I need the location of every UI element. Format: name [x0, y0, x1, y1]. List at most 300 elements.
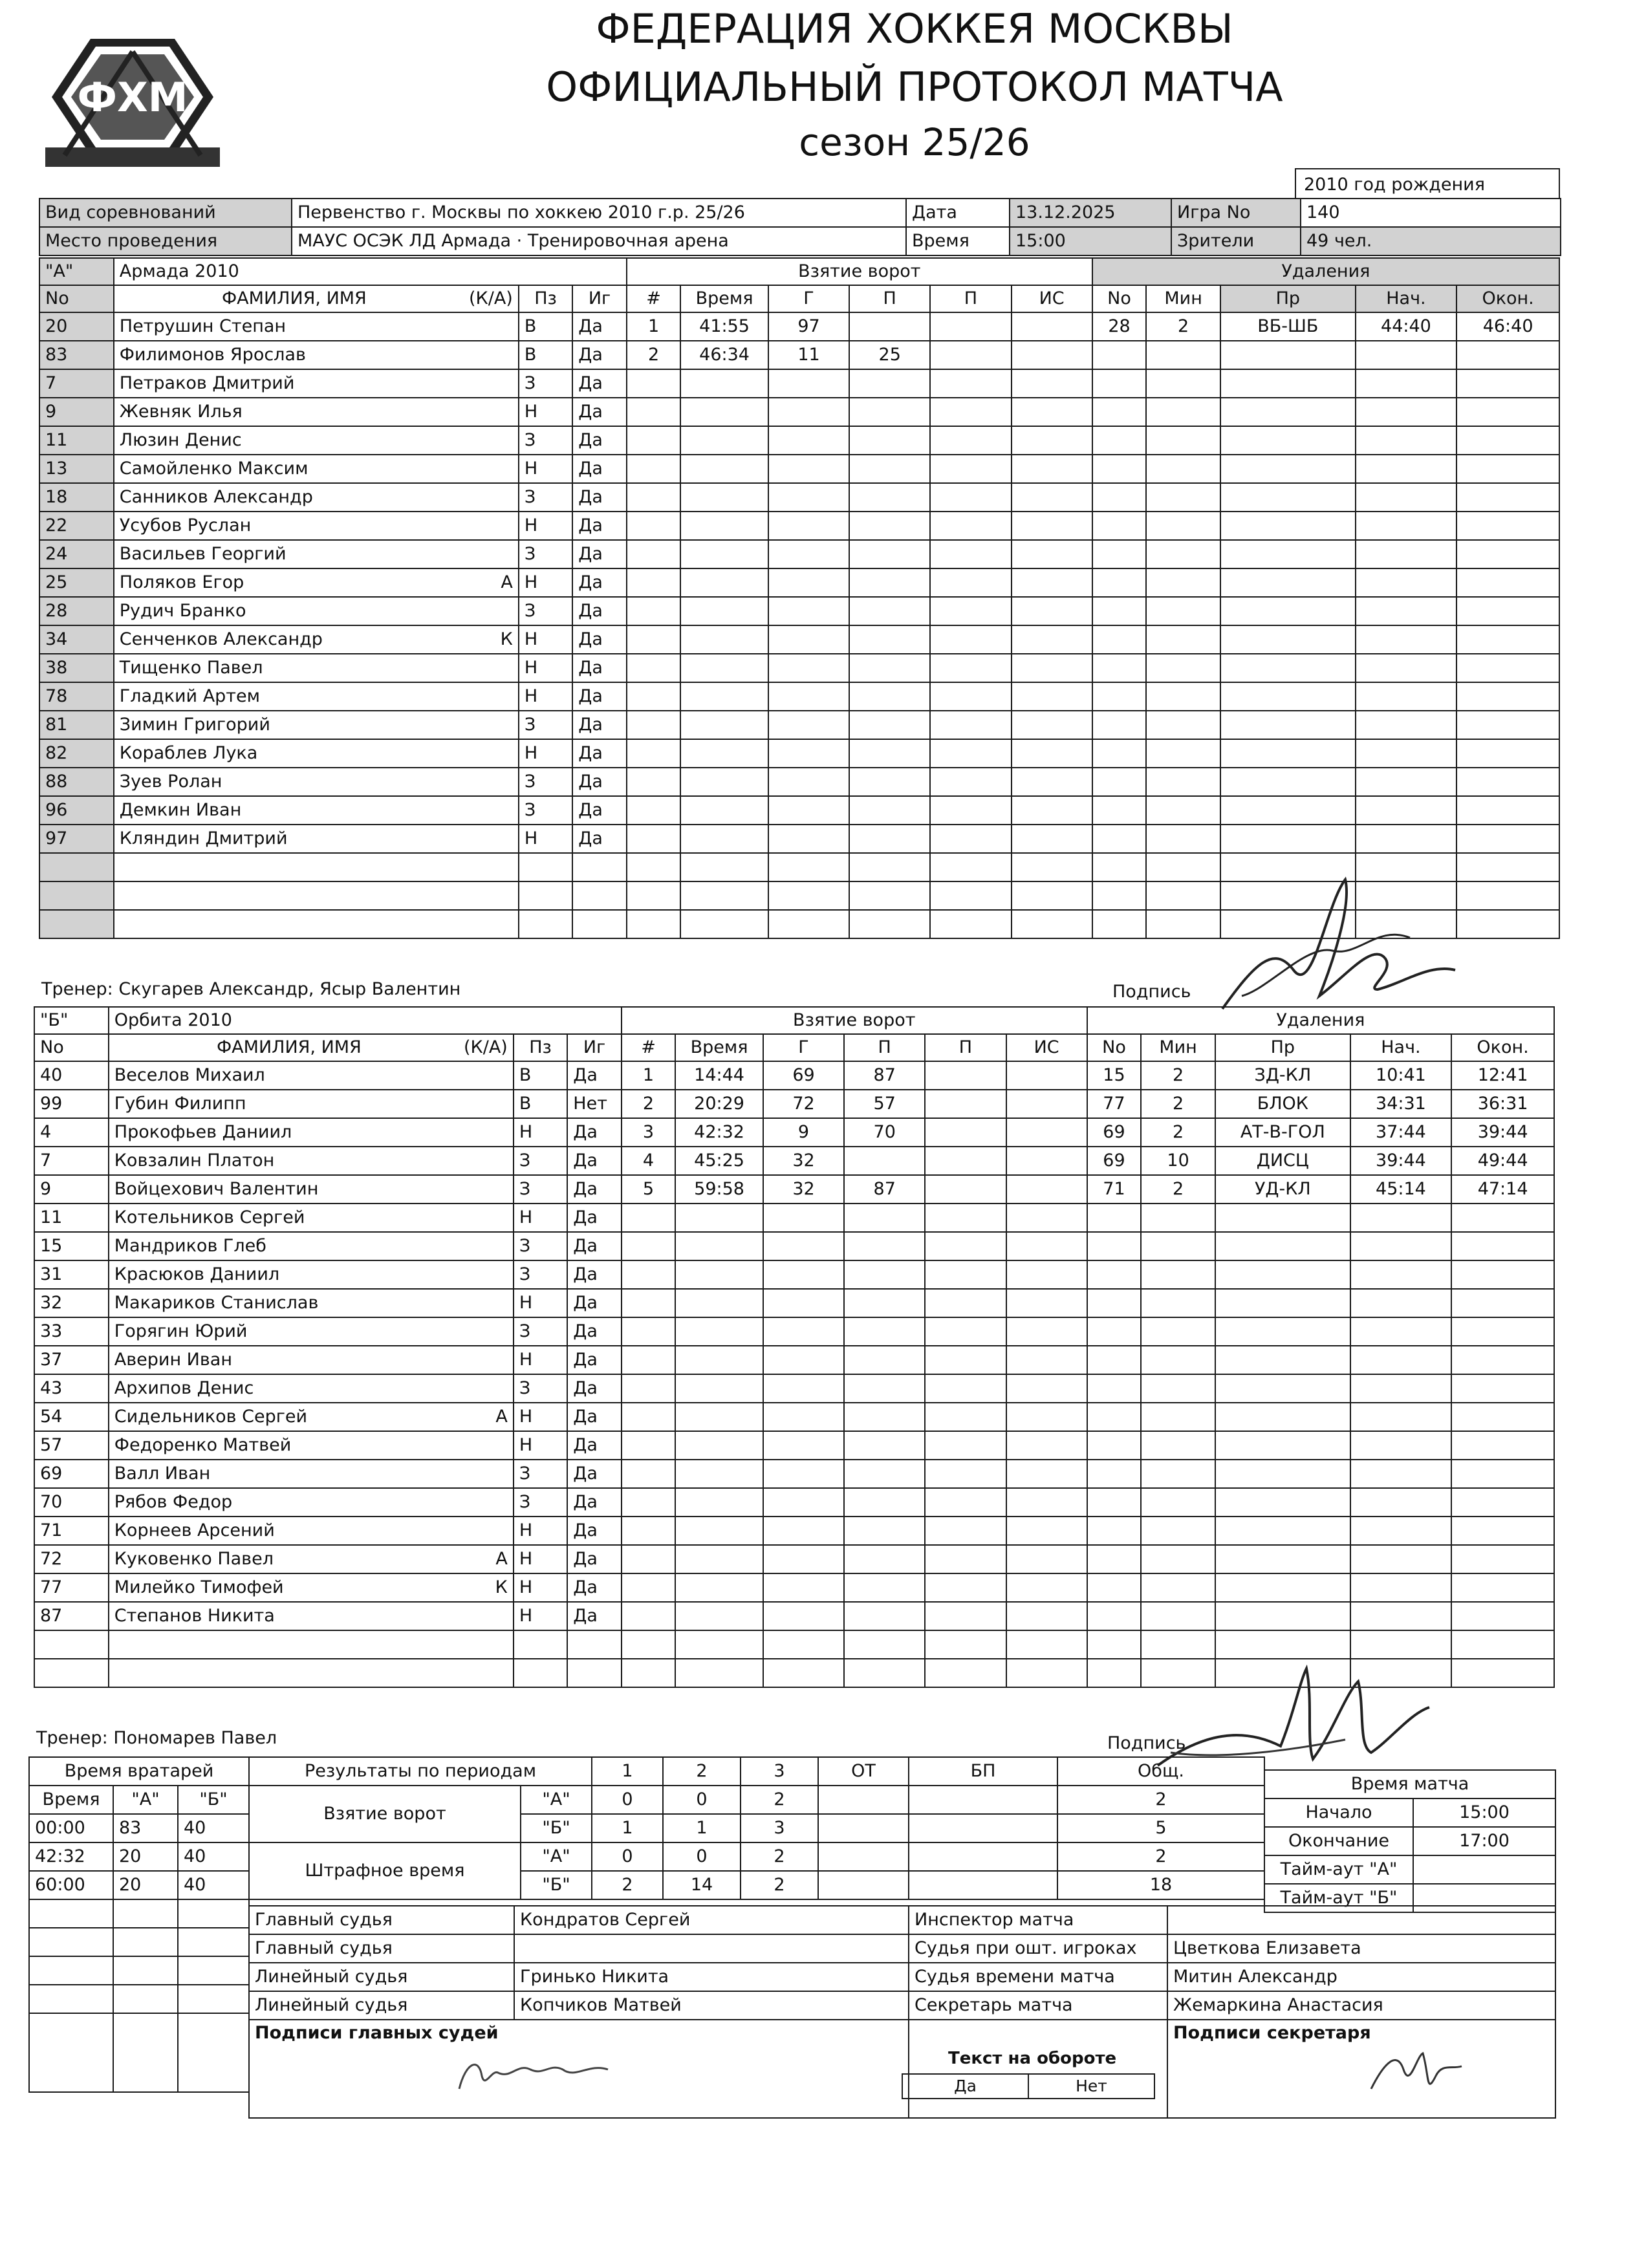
penalty-minutes: 2: [1141, 1061, 1215, 1090]
player-number: 37: [34, 1346, 109, 1374]
goal-time: [680, 711, 768, 739]
goal-assist-2: [930, 341, 1011, 369]
player-number: 31: [34, 1260, 109, 1289]
goal-situation: [1006, 1460, 1087, 1488]
goal-number: [622, 1431, 675, 1460]
player-row: [39, 796, 1559, 825]
col-pen-end: Окон.: [1456, 285, 1559, 312]
goal-assist-2: [925, 1204, 1006, 1232]
player-row: [39, 768, 1559, 796]
penalty-end: [1451, 1289, 1554, 1317]
goal-scorer: 11: [768, 341, 849, 369]
goal-time: [675, 1602, 763, 1630]
goal-assist-2: [925, 1175, 1006, 1204]
goal-time: [675, 1659, 763, 1687]
penalty-minutes: [1146, 398, 1220, 426]
player-role: А: [501, 572, 513, 592]
goal-time: [680, 597, 768, 625]
player-name-text: Аверин Иван: [114, 1350, 232, 1370]
goal-assist-1: [849, 312, 930, 341]
player-name: [109, 1175, 514, 1204]
goal-time: [680, 455, 768, 483]
player-number: [34, 1659, 109, 1687]
goal-assist-1: [844, 1374, 925, 1403]
penalty-player: [1092, 512, 1146, 540]
goal-scorer: [768, 540, 849, 568]
player-name: [109, 1147, 514, 1175]
player-row: [39, 312, 1559, 341]
player-played: Да: [567, 1374, 621, 1403]
player-played: Да: [572, 682, 627, 711]
penalty-minutes: 2: [1141, 1118, 1215, 1147]
pim-b-ot: [818, 1871, 909, 1899]
player-number: 87: [34, 1602, 109, 1630]
timekeeper: Митин Александр: [1167, 1963, 1555, 1991]
goal-number: [627, 768, 680, 796]
goal-time: [680, 369, 768, 398]
penalty-minutes: [1146, 540, 1220, 568]
player-played: Да: [567, 1289, 621, 1317]
ref1: Кондратов Сергей: [514, 1906, 909, 1934]
goal-number: [627, 369, 680, 398]
goal-assist-2: [930, 768, 1011, 796]
player-name: [114, 796, 519, 825]
player-position: Н: [514, 1118, 567, 1147]
penalty-start: [1356, 369, 1457, 398]
penalty-end: [1456, 512, 1559, 540]
goal-assist-2: [930, 398, 1011, 426]
col-pen-reason: Пр: [1220, 285, 1356, 312]
reverse-yes[interactable]: Да: [902, 2074, 1028, 2099]
goal-assist-1: [844, 1488, 925, 1517]
penalty-player: [1092, 625, 1146, 654]
penalty-minutes: [1141, 1317, 1215, 1346]
penalty-reason: [1215, 1517, 1350, 1545]
penalty-end: [1456, 796, 1559, 825]
goal-situation: [1012, 825, 1092, 853]
goal-assist-1: [849, 796, 930, 825]
penalty-end: [1451, 1232, 1554, 1260]
player-name-text: Федоренко Матвей: [114, 1435, 292, 1455]
goal-assist-1: [849, 881, 930, 910]
penalty-end: [1456, 881, 1559, 910]
penalty-start: 44:40: [1356, 312, 1457, 341]
goal-assist-2: [930, 682, 1011, 711]
goal-situation: [1006, 1488, 1087, 1517]
match-info-table: [39, 198, 1561, 256]
player-row: [39, 825, 1559, 853]
player-position: З: [519, 597, 572, 625]
penalty-end: [1451, 1403, 1554, 1431]
penalty-start: [1356, 483, 1457, 512]
period-2-head: 2: [663, 1757, 741, 1786]
player-position: Н: [519, 654, 572, 682]
goal-scorer: 32: [763, 1175, 844, 1204]
goal-time: [680, 568, 768, 597]
goal-scorer: [768, 682, 849, 711]
goal-number: [622, 1460, 675, 1488]
goal-number: [627, 455, 680, 483]
penalty-player: [1092, 398, 1146, 426]
goal-assist-2: [925, 1460, 1006, 1488]
team-b-letter: "Б": [34, 1007, 109, 1034]
player-name: [114, 398, 519, 426]
player-position: Н: [514, 1431, 567, 1460]
player-played: Да: [572, 369, 627, 398]
penalty-end: [1456, 426, 1559, 455]
player-name: [109, 1659, 514, 1687]
player-name-text: Петрушин Степан: [119, 316, 287, 336]
goal-scorer: [768, 597, 849, 625]
goal-situation: [1006, 1517, 1087, 1545]
penalty-start: 37:44: [1350, 1118, 1452, 1147]
goal-assist-1: [844, 1260, 925, 1289]
penalty-player: [1087, 1488, 1141, 1517]
player-number: 28: [39, 597, 114, 625]
player-row: [34, 1517, 1554, 1545]
goal-assist-1: [844, 1517, 925, 1545]
goal-assist-1: [849, 711, 930, 739]
goal-number: [622, 1403, 675, 1431]
penalty-minutes: [1146, 512, 1220, 540]
penalty-start: [1356, 682, 1457, 711]
player-row: [34, 1374, 1554, 1403]
player-position: Н: [519, 398, 572, 426]
goal-number: 3: [622, 1118, 675, 1147]
player-name-text: Макариков Станислав: [114, 1293, 319, 1313]
player-row: [39, 654, 1559, 682]
player-name-text: Санников Александр: [119, 487, 313, 507]
player-position: З: [519, 483, 572, 512]
team-b-penalties-title: Удаления: [1087, 1007, 1554, 1034]
player-number: 97: [39, 825, 114, 853]
player-row: [39, 682, 1559, 711]
player-row: [34, 1317, 1554, 1346]
match-end-label: Окончание: [1264, 1827, 1413, 1855]
penalty-end: [1451, 1317, 1554, 1346]
penalty-end: [1456, 341, 1559, 369]
penalty-start: [1350, 1403, 1452, 1431]
goal-situation: [1006, 1232, 1087, 1260]
penalty-reason: [1215, 1232, 1350, 1260]
penalty-reason: [1215, 1431, 1350, 1460]
goals-b-p3: 3: [741, 1814, 818, 1842]
col-name: [114, 285, 519, 312]
player-played: Да: [567, 1545, 621, 1573]
player-name: [109, 1289, 514, 1317]
player-position: Н: [514, 1289, 567, 1317]
penalty-reason: [1215, 1460, 1350, 1488]
player-position: В: [514, 1090, 567, 1118]
goal-assist-2: [930, 483, 1011, 512]
player-number: 11: [39, 426, 114, 455]
goal-situation: [1012, 312, 1092, 341]
penalty-minutes: 2: [1141, 1175, 1215, 1204]
goal-number: [627, 625, 680, 654]
penalty-player: [1087, 1602, 1141, 1630]
goal-time: [680, 739, 768, 768]
goal-situation: [1012, 540, 1092, 568]
penalty-minutes: [1146, 654, 1220, 682]
goal-assist-2: [925, 1431, 1006, 1460]
player-played: Да: [567, 1317, 621, 1346]
goal-situation: [1006, 1061, 1087, 1090]
timeout-a: [1413, 1855, 1555, 1884]
player-position: В: [519, 312, 572, 341]
player-name-text: Рудич Бранко: [119, 601, 246, 621]
goal-situation: [1012, 512, 1092, 540]
goal-number: [627, 426, 680, 455]
goal-assist-2: [925, 1573, 1006, 1602]
period-1-head: 1: [592, 1757, 663, 1786]
penalty-start: [1350, 1517, 1452, 1545]
goals-b-p1: 1: [592, 1814, 663, 1842]
goal-number: [622, 1204, 675, 1232]
goal-time: [675, 1204, 763, 1232]
ref1-label: Главный судья: [249, 1906, 514, 1934]
penalty-reason: [1215, 1260, 1350, 1289]
line1: Гринько Никита: [514, 1963, 909, 1991]
goals-a-p1: 0: [592, 1786, 663, 1814]
player-number: 81: [39, 711, 114, 739]
penalty-start: 45:14: [1350, 1175, 1452, 1204]
goal-situation: [1006, 1630, 1087, 1659]
penalty-reason: [1215, 1573, 1350, 1602]
player-row: [34, 1488, 1554, 1517]
goal-time: 20:29: [675, 1090, 763, 1118]
penalty-reason: [1220, 597, 1356, 625]
pim-b-bp: [909, 1871, 1057, 1899]
player-number: 43: [34, 1374, 109, 1403]
player-played: Да: [572, 483, 627, 512]
player-number: 33: [34, 1317, 109, 1346]
goal-scorer: [768, 625, 849, 654]
penalty-start: [1356, 568, 1457, 597]
player-played: Да: [572, 825, 627, 853]
penalty-minutes: [1146, 768, 1220, 796]
goal-number: 4: [622, 1147, 675, 1175]
secretary-signature: [1365, 2037, 1468, 2108]
penalty-start: [1350, 1260, 1452, 1289]
goals-a-p2: 0: [663, 1786, 741, 1814]
penalty-minutes: [1146, 625, 1220, 654]
goal-assist-2: [930, 881, 1011, 910]
player-played: Да: [567, 1232, 621, 1260]
goal-assist-1: [844, 1289, 925, 1317]
goal-scorer: [763, 1403, 844, 1431]
player-name: [109, 1204, 514, 1232]
goal-number: 2: [622, 1090, 675, 1118]
player-position: [519, 910, 572, 938]
goal-time: 46:34: [680, 341, 768, 369]
player-number: 54: [34, 1403, 109, 1431]
player-name: [109, 1061, 514, 1090]
penalty-player: [1092, 739, 1146, 768]
goal-time: [680, 853, 768, 881]
goal-assist-1: [849, 625, 930, 654]
penalty-start: [1356, 768, 1457, 796]
player-played: [572, 910, 627, 938]
goal-assist-2: [930, 625, 1011, 654]
penalty-player: [1087, 1460, 1141, 1488]
col-goal-scorer: Г: [763, 1034, 844, 1061]
col-assist-2: П: [930, 285, 1011, 312]
team-b-sign-label: Подпись: [1107, 1733, 1186, 1753]
goal-scorer: [763, 1232, 844, 1260]
goal-situation: [1006, 1260, 1087, 1289]
player-name: [109, 1545, 514, 1573]
player-position: З: [519, 426, 572, 455]
goal-assist-2: [925, 1403, 1006, 1431]
goal-situation: [1012, 455, 1092, 483]
penalty-reason: [1220, 768, 1356, 796]
player-name: [114, 540, 519, 568]
player-row: [34, 1061, 1554, 1090]
goal-situation: [1012, 426, 1092, 455]
penalty-minutes: [1141, 1545, 1215, 1573]
goal-time: [680, 825, 768, 853]
pim-a-p1: 0: [592, 1842, 663, 1871]
goal-scorer: [763, 1346, 844, 1374]
goal-assist-1: [849, 512, 930, 540]
goal-situation: [1012, 711, 1092, 739]
reverse-text-cell: [909, 2020, 1167, 2118]
goal-assist-2: [925, 1346, 1006, 1374]
player-position: З: [514, 1147, 567, 1175]
goal-number: 5: [622, 1175, 675, 1204]
pim-a-total: 2: [1057, 1842, 1264, 1871]
goal-scorer: [763, 1517, 844, 1545]
goal-number: [627, 739, 680, 768]
ref2: [514, 1934, 909, 1963]
goal-scorer: [768, 483, 849, 512]
goal-assist-1: [849, 654, 930, 682]
player-number: 20: [39, 312, 114, 341]
goal-assist-1: [849, 483, 930, 512]
goal-number: [627, 512, 680, 540]
col-goal-scorer: Г: [768, 285, 849, 312]
goal-scorer: [763, 1317, 844, 1346]
goal-time: 59:58: [675, 1175, 763, 1204]
penalty-reason: [1220, 540, 1356, 568]
col-ka-label: (К/А): [469, 288, 513, 308]
player-name: [114, 483, 519, 512]
player-number: 82: [39, 739, 114, 768]
penalty-start: [1356, 625, 1457, 654]
penalty-end: [1451, 1517, 1554, 1545]
goal-scorer: [763, 1602, 844, 1630]
penalty-end: 36:31: [1451, 1090, 1554, 1118]
goal-number: [622, 1232, 675, 1260]
goal-assist-1: [849, 398, 930, 426]
penalty-start: [1350, 1374, 1452, 1403]
player-row: [39, 625, 1559, 654]
goal-time: [675, 1260, 763, 1289]
goal-number: [622, 1289, 675, 1317]
goal-time: [680, 768, 768, 796]
penalty-end: [1456, 568, 1559, 597]
competition-label: Вид соревнований: [39, 199, 292, 227]
player-position: З: [514, 1175, 567, 1204]
penalty-end: [1456, 654, 1559, 682]
goal-scorer: [768, 711, 849, 739]
player-played: [572, 853, 627, 881]
pim-a-ot: [818, 1842, 909, 1871]
match-time-table: [1264, 1769, 1556, 1913]
logo-text: ФХМ: [77, 74, 188, 121]
birth-year: 2010 год рождения: [1304, 175, 1485, 195]
goal-number: [627, 853, 680, 881]
goal-assist-1: [844, 1403, 925, 1431]
penalty-minutes: [1146, 455, 1220, 483]
penbox: Цветкова Елизавета: [1167, 1934, 1555, 1963]
player-number: 88: [39, 768, 114, 796]
goal-number: 2: [627, 341, 680, 369]
goal-assist-1: 25: [849, 341, 930, 369]
player-name: [114, 739, 519, 768]
pim-b-p2: 14: [663, 1871, 741, 1899]
goalie-times-table: [28, 1756, 250, 2093]
team-b-table: [34, 1006, 1555, 1688]
player-number: 18: [39, 483, 114, 512]
player-number: 34: [39, 625, 114, 654]
player-name: [109, 1630, 514, 1659]
player-number: 99: [34, 1090, 109, 1118]
goal-situation: [1012, 682, 1092, 711]
penalty-player: [1092, 853, 1146, 881]
penalty-end: [1456, 398, 1559, 426]
penalty-minutes: [1141, 1403, 1215, 1431]
penalty-minutes: [1146, 853, 1220, 881]
player-name: [109, 1374, 514, 1403]
goal-scorer: [768, 825, 849, 853]
player-name-text: Красюков Даниил: [114, 1264, 280, 1284]
player-name: [114, 711, 519, 739]
goal-situation: [1012, 881, 1092, 910]
goal-situation: [1006, 1147, 1087, 1175]
line2-label: Линейный судья: [249, 1991, 514, 2020]
goal-number: [627, 483, 680, 512]
ref-signs-label: Подписи главных судей: [255, 2023, 499, 2043]
penalty-end: [1451, 1573, 1554, 1602]
team-a-penalties-title: Удаления: [1092, 258, 1559, 285]
reverse-no[interactable]: Нет: [1028, 2074, 1154, 2099]
penalty-player: [1092, 369, 1146, 398]
goal-assist-1: [849, 910, 930, 938]
penalty-player: 69: [1087, 1118, 1141, 1147]
player-row: [34, 1573, 1554, 1602]
goal-assist-2: [930, 825, 1011, 853]
goal-assist-1: [849, 540, 930, 568]
penalty-reason: [1215, 1602, 1350, 1630]
goal-number: 1: [627, 312, 680, 341]
period-results-title: Результаты по периодам: [249, 1757, 592, 1786]
player-name: [109, 1488, 514, 1517]
player-position: Н: [519, 455, 572, 483]
goal-assist-2: [925, 1602, 1006, 1630]
goal-scorer: [763, 1659, 844, 1687]
penalty-minutes: [1146, 682, 1220, 711]
penalty-end: [1451, 1260, 1554, 1289]
player-played: Да: [572, 512, 627, 540]
player-played: Да: [567, 1061, 621, 1090]
penalty-reason: [1220, 625, 1356, 654]
game-number: 140: [1301, 199, 1561, 227]
goal-scorer: [768, 853, 849, 881]
penalty-reason: [1220, 455, 1356, 483]
player-played: Да: [572, 568, 627, 597]
goal-time: 42:32: [675, 1118, 763, 1147]
